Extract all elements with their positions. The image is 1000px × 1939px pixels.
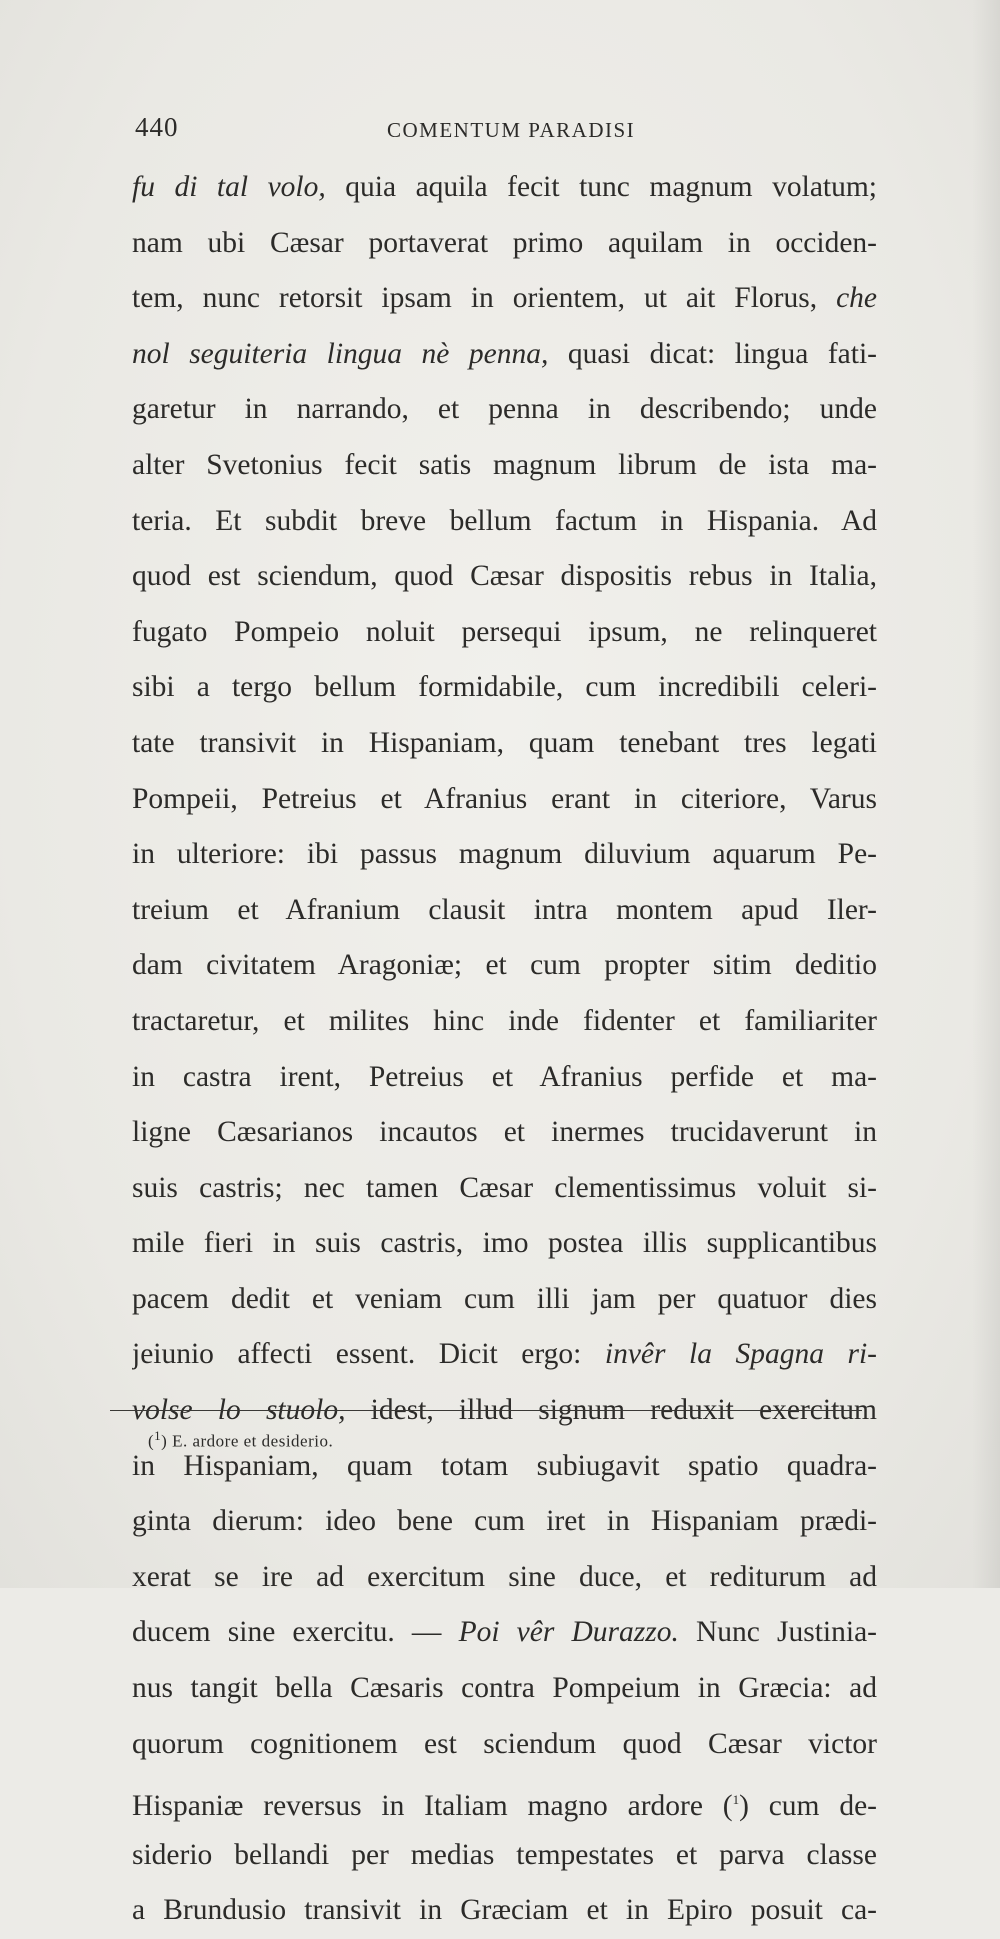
text-segment: volse lo stuolo, — [132, 1394, 346, 1427]
text-segment: garetur in narrando, et penna in describendo; unde — [132, 393, 877, 426]
text-segment: siderio bellandi per medias tempestates et parva classe — [132, 1838, 877, 1871]
text-segment: nus tangit bella Cæsaris contra Pompeium in Græcia: ad — [132, 1672, 877, 1705]
text-line — [132, 1605, 877, 1661]
text-segment: jeiunio affecti essent. Dicit ergo: — [132, 1338, 605, 1371]
text-segment: tem, nunc retorsit ipsam in orientem, ut ait Florus, — [132, 282, 837, 315]
text-line — [132, 605, 877, 661]
text-segment: quod est sciendum, quod Cæsar dispositis rebus in Italia, — [132, 560, 877, 593]
text-line — [132, 716, 877, 772]
text-line — [132, 216, 877, 272]
text-segment: invêr la Spagna ri- — [604, 1338, 877, 1371]
text-segment: sibi a tergo bellum formidabile, cum incredibili celeri- — [132, 671, 877, 704]
text-segment: Hispaniæ reversus in Italiam magno ardore ( — [132, 1790, 733, 1823]
text-line — [132, 660, 877, 716]
text-segment: ginta dierum: ideo bene cum iret in Hispaniam prædi- — [132, 1505, 877, 1538]
text-line — [132, 827, 877, 883]
text-segment: tate transivit in Hispaniam, quam tenebant tres legati — [132, 726, 877, 759]
text-line — [132, 438, 877, 494]
text-line — [132, 1327, 877, 1383]
text-segment: a Brundusio transivit in Græciam et in Epiro posuit ca- — [132, 1894, 877, 1927]
text-segment: quia aquila fecit tunc magnum volatum; — [325, 171, 877, 203]
text-segment: ligne Cæsarianos incautos et inermes trucidaverunt in — [132, 1116, 877, 1149]
text-segment: quorum cognitionem est sciendum quod Cæsar victor — [132, 1727, 877, 1760]
text-line — [132, 1661, 877, 1717]
text-line — [132, 271, 877, 327]
text-line — [132, 883, 877, 939]
footnote-rule — [110, 1410, 862, 1411]
text-segment: tractaretur, et milites hinc inde fidenter et familiariter — [132, 1004, 877, 1037]
text-line — [132, 1717, 877, 1773]
body-text — [132, 160, 877, 1939]
text-segment: fugato Pompeio noluit persequi ipsum, ne relinqueret — [132, 615, 877, 648]
footnote-text: E. ardore et desiderio. — [172, 1431, 334, 1451]
page-number: 440 — [135, 112, 179, 142]
text-segment: Nunc Justinia- — [678, 1616, 877, 1649]
text-segment: dam civitatem Aragoniæ; et cum propter sitim deditio — [132, 949, 877, 982]
footnote-mark: 1 — [154, 1428, 162, 1443]
text-segment: treium et Afranium clausit intra montem apud Iler- — [132, 893, 877, 926]
text-line — [132, 1494, 877, 1550]
page-edge-shadow — [972, 0, 1000, 1588]
text-line — [132, 994, 877, 1050]
text-line — [132, 549, 877, 605]
footnote: ($^1$) E. ardore et desiderio. — [148, 1428, 334, 1451]
text-segment: mile fieri in suis castris, imo postea illis supplicantibus — [132, 1227, 877, 1260]
text-line — [132, 382, 877, 438]
text-line — [132, 1105, 877, 1161]
text-segment: idest, illud signum reduxit exercitum — [345, 1394, 877, 1427]
page-header — [135, 112, 875, 152]
text-line — [132, 1216, 877, 1272]
text-line — [132, 1272, 877, 1328]
text-segment: fu di tal volo, — [132, 171, 326, 203]
text-line — [132, 1772, 877, 1828]
text-segment: Pompeii, Petreius et Afranius erant in citeriore, Varus — [132, 782, 877, 815]
text-segment: ) cum de- — [739, 1790, 877, 1823]
text-segment: che — [836, 282, 877, 315]
text-segment: ducem sine exercitu. — — [132, 1616, 459, 1649]
text-line — [132, 494, 877, 550]
text-segment: in castra irent, Petreius et Afranius perfide et ma- — [132, 1060, 877, 1093]
text-line — [132, 1050, 877, 1106]
text-line — [132, 938, 877, 994]
text-segment: nam ubi Cæsar portaverat primo aquilam in occiden- — [132, 226, 877, 259]
text-segment: quasi dicat: lingua fati- — [548, 337, 877, 370]
text-segment: in ulteriore: ibi passus magnum diluvium aquarum Pe- — [132, 838, 877, 871]
running-title: COMENTUM PARADISI — [387, 118, 636, 142]
text-segment: teria. Et subdit breve bellum factum in Hispania. Ad — [132, 504, 877, 537]
text-segment: suis castris; nec tamen Cæsar clementissimus voluit si- — [132, 1171, 877, 1204]
text-line — [132, 160, 877, 216]
footnote-reference: 1 — [732, 1792, 740, 1808]
text-line — [132, 327, 877, 383]
text-segment: in Hispaniam, quam totam subiugavit spatio quadra- — [132, 1449, 877, 1482]
text-line — [132, 772, 877, 828]
text-segment: xerat se ire ad exercitum sine duce, et rediturum ad — [132, 1560, 877, 1593]
text-segment: Poi vêr Durazzo. — [458, 1616, 679, 1649]
text-segment: alter Svetonius fecit satis magnum librum de ista ma- — [132, 448, 877, 481]
text-segment: nol seguiteria lingua nè penna, — [132, 337, 549, 370]
text-line — [132, 1161, 877, 1217]
text-line — [132, 1550, 877, 1606]
text-line — [132, 1828, 877, 1884]
text-line — [132, 1883, 877, 1939]
text-segment: pacem dedit et veniam cum illi jam per quatuor dies — [132, 1282, 877, 1315]
